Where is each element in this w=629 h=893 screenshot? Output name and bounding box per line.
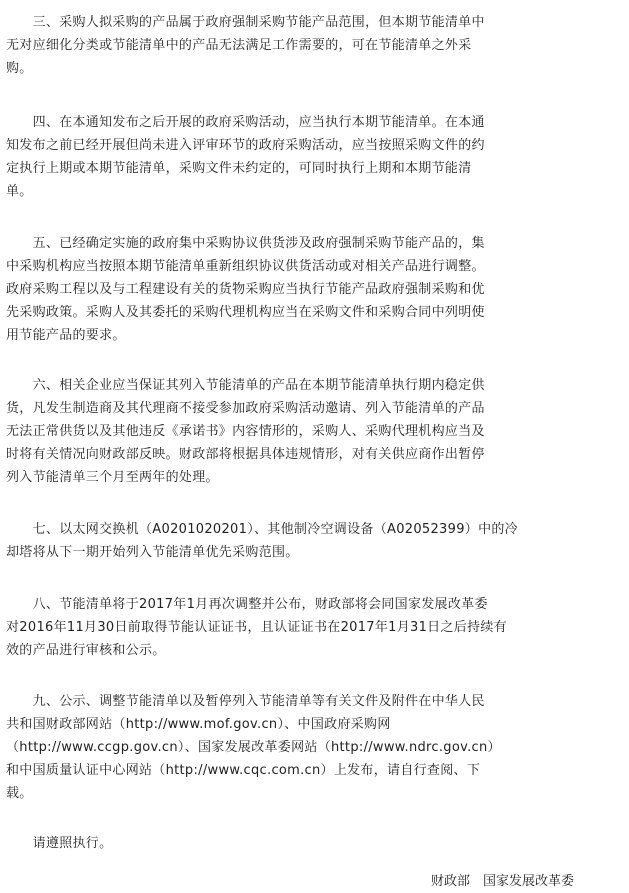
text-line: 四、在本通知发布之后开展的政府采购活动，应当执行本期节能清单。在本通 [6,115,485,130]
text-line: 效的产品进行审核和公示。 [6,643,166,658]
text-line: 八、节能清单将于2017年1月再次调整并公布，财政部将会同国家发展改革委 [6,597,488,612]
text-line: 货，凡发生制造商及其代理商不接受参加政府采购活动邀请、列入节能清单的产品 [6,401,485,416]
text-line: 六、相关企业应当保证其列入节能清单的产品在本期节能清单执行期内稳定供 [6,378,485,393]
text-line: 时将有关情况向财政部反映。财政部将根据具体违规情形，对有关供应商作出暂停 [6,447,485,462]
text-line: 载。 [6,786,33,801]
paragraph-9 [6,690,596,805]
text-line: 五、已经确定实施的政府集中采购协议供货涉及政府强制采购节能产品的，集 [6,236,485,251]
text-line: 却塔将从下一期开始列入节能清单优先采购范围。 [6,545,299,560]
closing-paragraph [6,832,596,855]
text-line: 政府采购工程以及与工程建设有关的货物采购应当执行节能产品政府强制采购和优 [6,282,485,297]
paragraph-4 [6,111,596,203]
text-line: 无法正常供货以及其他违反《承诺书》内容情形的，采购人、采购代理机构应当及 [6,424,485,439]
text-line: （http://www.ccgp.gov.cn）、国家发展改革委网站（http://www.ndrc.gov.cn） [6,740,501,755]
paragraph-8 [6,593,596,662]
text-line: 购。 [6,61,33,76]
text-line: 列入节能清单三个月至两年的处理。 [6,470,219,485]
text-line: 定执行上期或本期节能清单，采购文件未约定的，可同时执行上期和本期节能清 [6,161,472,176]
paragraph-5 [6,232,596,347]
text-line: 单。 [6,184,33,199]
text-line: 七、以太网交换机（A0201020201）、其他制冷空调设备（A02052399）中的冷 [6,522,518,537]
text-line: 无对应细化分类或节能清单中的产品无法满足工作需要的，可在节能清单之外采 [6,38,472,53]
paragraph-6 [6,374,596,489]
text-line: 先采购政策。采购人及其委托的采购代理机构应当在采购文件和采购合同中列明使 [6,305,485,320]
paragraph-7 [6,518,596,564]
paragraph-3 [6,11,596,80]
signature-line: 财政部 国家发展改革委 [430,874,574,889]
text-line: 对2016年11月30日前取得节能认证证书，且认证证书在2017年1月31日之后持续有 [6,620,507,635]
text-line: 中采购机构应当按照本期节能清单重新组织协议供货活动或对相关产品进行调整。 [6,259,485,274]
text-line: 用节能产品的要求。 [6,328,126,343]
text-line: 和中国质量认证中心网站（http://www.cqc.com.cn）上发布，请自行查阅、下 [6,763,481,778]
text-line: 九、公示、调整节能清单以及暂停列入节能清单等有关文件及附件在中华人民 [6,694,485,709]
text-line: 三、采购人拟采购的产品属于政府强制采购节能产品范围，但本期节能清单中 [6,15,485,30]
text-line: 共和国财政部网站（http://www.mof.gov.cn）、中国政府采购网 [6,717,391,732]
text-line: 知发布之前已经开展但尚未进入评审环节的政府采购活动，应当按照采购文件的约 [6,138,485,153]
text-line: 请遵照执行。 [6,836,113,851]
